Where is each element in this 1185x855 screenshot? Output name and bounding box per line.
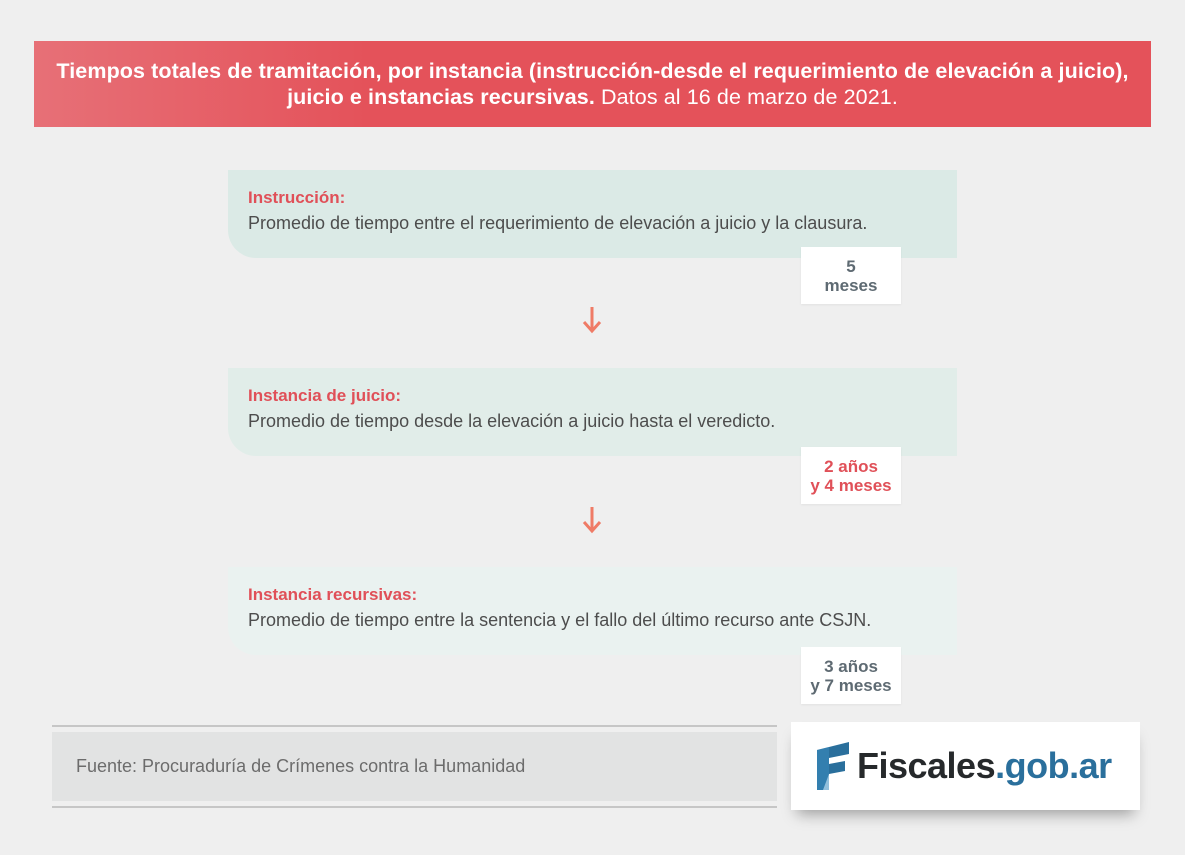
logo-text-fiscales: Fiscales	[857, 745, 996, 786]
stage-title: Instancia de juicio:	[248, 386, 402, 405]
duration-line-1: 2 años	[824, 456, 878, 476]
source-box	[52, 725, 777, 808]
stage-description: Promedio de tiempo desde la elevación a juicio hasta el veredicto.	[248, 411, 776, 431]
header-date: Datos al 16 de marzo de 2021.	[601, 85, 898, 109]
source-text: Fuente: Procuraduría de Crímenes contra la Humanidad	[52, 732, 777, 801]
stage-recursivas	[228, 567, 957, 655]
duration-badge-instruccion	[801, 247, 901, 304]
fiscales-flag-icon	[815, 742, 851, 790]
duration-line-1: 3 años	[824, 656, 878, 676]
logo-text-domain: .gob.ar	[995, 745, 1112, 786]
stage-instruccion	[228, 170, 957, 258]
duration-badge-juicio	[801, 447, 901, 504]
header-title: Tiempos totales de tramitación, por instancia (instrucción-desde el requerimiento de elevación a juicio), juicio e instancias recursivas.	[56, 59, 1129, 109]
duration-line-2: meses	[824, 275, 878, 295]
header-banner	[34, 41, 1151, 127]
duration-badge-recursivas	[801, 647, 901, 704]
stage-description: Promedio de tiempo entre la sentencia y el fallo del último recurso ante CSJN.	[248, 610, 872, 630]
arrow-down-icon	[581, 305, 603, 335]
arrow-down-icon	[581, 505, 603, 535]
stage-title: Instancia recursivas:	[248, 585, 418, 604]
stage-description: Promedio de tiempo entre el requerimiento de elevación a juicio y la clausura.	[248, 213, 868, 233]
duration-line-2: y 7 meses	[810, 675, 892, 695]
stage-title: Instrucción:	[248, 188, 346, 207]
duration-line-2: y 4 meses	[810, 475, 892, 495]
duration-line-1: 5	[846, 256, 856, 276]
fiscales-logo	[791, 722, 1140, 810]
stage-juicio	[228, 368, 957, 456]
